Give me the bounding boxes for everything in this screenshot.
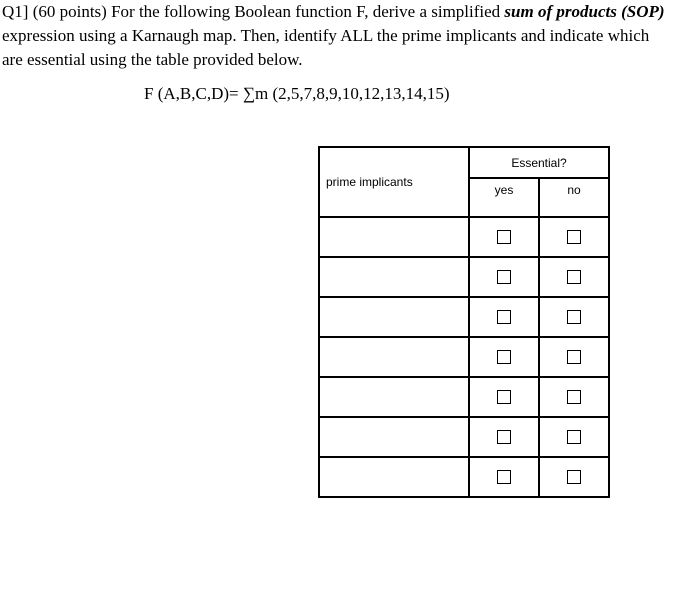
prime-implicant-input[interactable]	[319, 417, 469, 457]
yes-cell	[469, 417, 539, 457]
yes-checkbox[interactable]	[497, 270, 511, 284]
yes-cell	[469, 377, 539, 417]
yes-checkbox[interactable]	[497, 390, 511, 404]
essential-header: Essential?	[469, 147, 609, 178]
yes-checkbox[interactable]	[497, 310, 511, 324]
prime-implicant-input[interactable]	[319, 297, 469, 337]
no-checkbox[interactable]	[567, 430, 581, 444]
prime-implicants-table	[318, 146, 610, 498]
table-row	[319, 337, 609, 377]
prime-implicant-input[interactable]	[319, 377, 469, 417]
yes-cell	[469, 337, 539, 377]
no-checkbox[interactable]	[567, 390, 581, 404]
question-line-1-text: Q1] (60 points) For the following Boolean function F, derive a simplified	[2, 2, 505, 21]
no-checkbox[interactable]	[567, 270, 581, 284]
no-checkbox[interactable]	[567, 310, 581, 324]
table-row	[319, 217, 609, 257]
table-row	[319, 457, 609, 497]
question-text	[2, 0, 682, 72]
yes-cell	[469, 257, 539, 297]
prime-implicant-input[interactable]	[319, 337, 469, 377]
table-row	[319, 257, 609, 297]
question-line-1	[2, 0, 682, 24]
yes-cell	[469, 457, 539, 497]
yes-checkbox[interactable]	[497, 230, 511, 244]
no-cell	[539, 257, 609, 297]
no-checkbox[interactable]	[567, 350, 581, 364]
yes-cell	[469, 297, 539, 337]
table-row	[319, 417, 609, 457]
table-row	[319, 377, 609, 417]
prime-implicants-header: prime implicants	[319, 147, 469, 217]
yes-cell	[469, 217, 539, 257]
prime-implicant-input[interactable]	[319, 217, 469, 257]
no-checkbox[interactable]	[567, 230, 581, 244]
no-cell	[539, 337, 609, 377]
yes-header: yes	[469, 178, 539, 217]
question-line-2: expression using a Karnaugh map. Then, identify ALL the prime implicants and indicate which	[2, 26, 650, 45]
no-cell	[539, 417, 609, 457]
no-cell	[539, 377, 609, 417]
no-header: no	[539, 178, 609, 217]
boolean-function-formula: F (A,B,C,D)= ∑m (2,5,7,8,9,10,12,13,14,15)	[144, 84, 450, 103]
no-cell	[539, 457, 609, 497]
prime-implicant-input[interactable]	[319, 457, 469, 497]
yes-checkbox[interactable]	[497, 430, 511, 444]
table-row	[319, 297, 609, 337]
question-line-3: are essential using the table provided below.	[2, 50, 303, 69]
prime-implicant-input[interactable]	[319, 257, 469, 297]
yes-checkbox[interactable]	[497, 470, 511, 484]
sop-emphasis: sum of products (SOP)	[504, 2, 665, 21]
no-cell	[539, 217, 609, 257]
yes-checkbox[interactable]	[497, 350, 511, 364]
no-cell	[539, 297, 609, 337]
no-checkbox[interactable]	[567, 470, 581, 484]
